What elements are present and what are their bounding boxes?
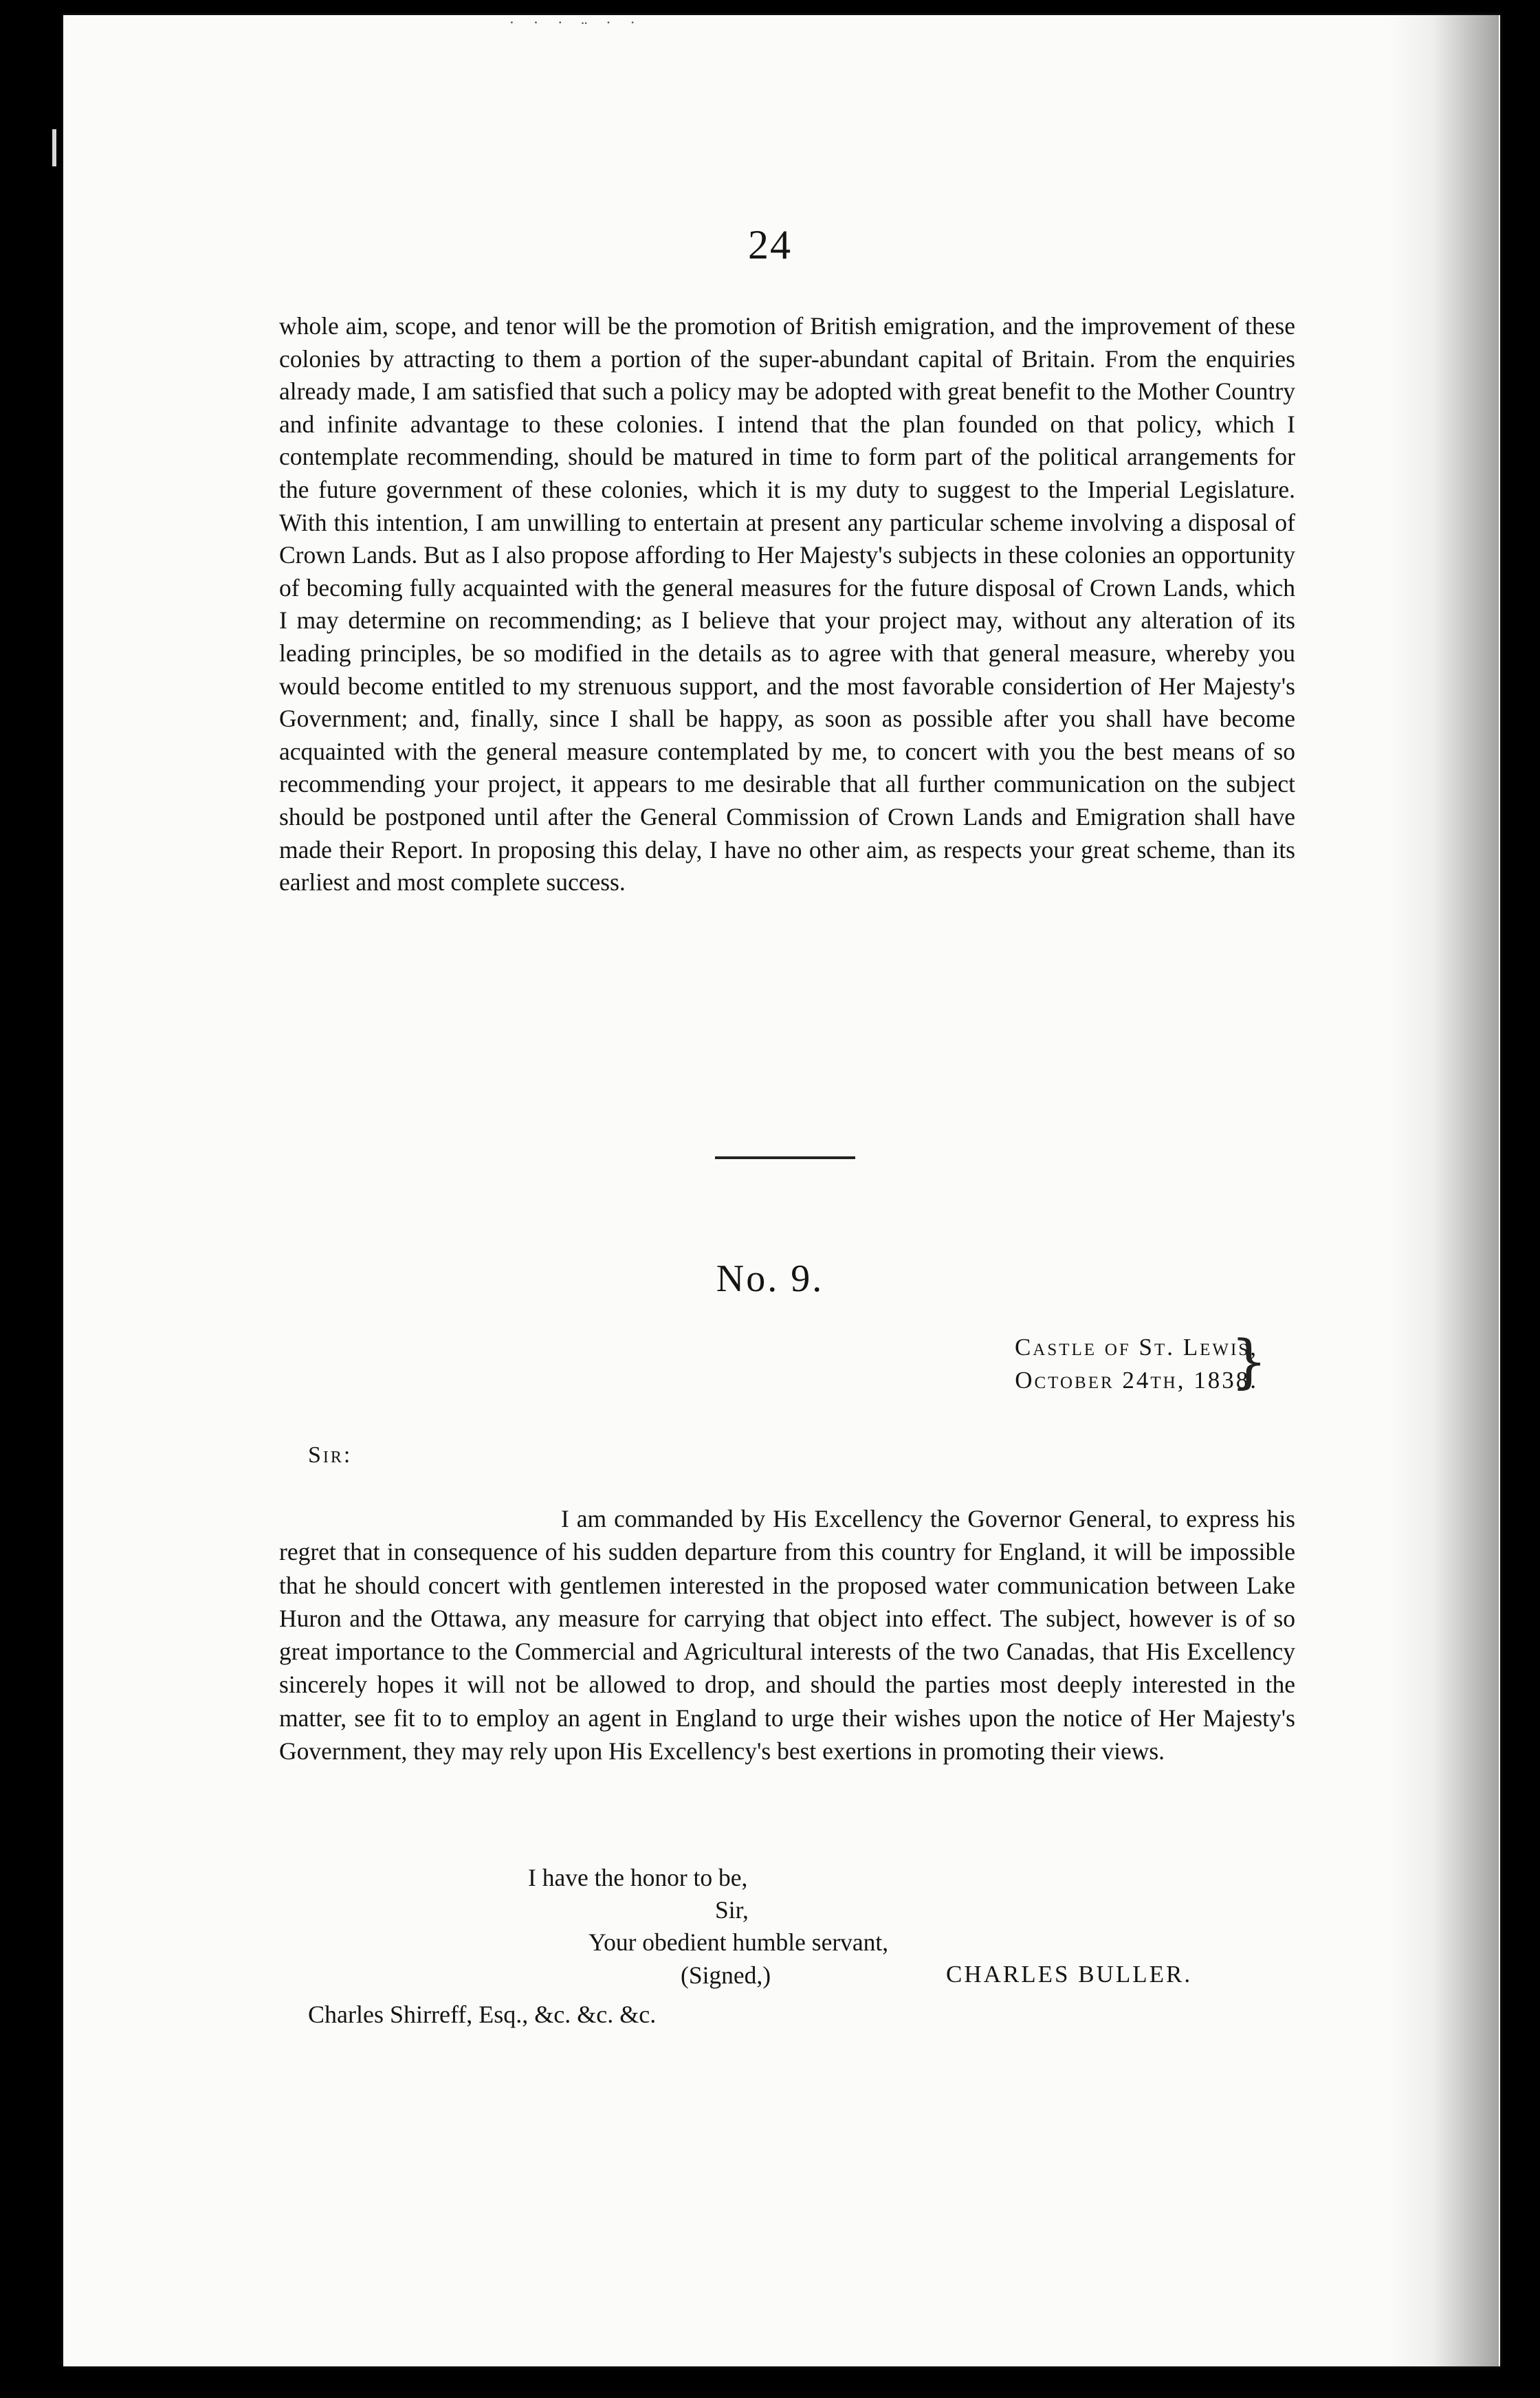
binding-mark [52, 129, 56, 166]
letter-number: No. 9. [716, 1257, 824, 1300]
page-number: 24 [748, 222, 792, 267]
top-edge-specks: ˙ ˙ ˙ ¨ ˙ ˙ [509, 18, 643, 38]
letter-salutation: Sir: [308, 1442, 353, 1468]
closing-line-1: I have the honor to be, [528, 1864, 748, 1891]
signer-name: CHARLES BULLER. [946, 1961, 1193, 1988]
closing-line-3: Your obedient humble servant, [588, 1928, 889, 1956]
closing-line-2: Sir, [715, 1896, 749, 1924]
dateline-place: Castle of St. Lewis, [1014, 1334, 1258, 1361]
signed-note: (Signed,) [681, 1961, 771, 1989]
section-divider [715, 1156, 855, 1159]
paragraph-body-1: whole aim, scope, and tenor will be the promotion of British emigration, and the improvement of these colonies by attracting to them a portion of the super-abundant capital of Britain. From the enquiries already made, I am satisfied that such a policy may be adopted with great benefit to the Mother Country and infinite advantage to these colonies. I intend that the plan founded on that policy, which I contemplate recommending, should be matured in time to form part of the political arrangements for the future government of these colonies, which it is my duty to suggest to the Imperial Legislature. With this intention, I am unwilling to entertain at present any particular scheme involving a disposal of Crown Lands. But as I also propose affording to Her Majesty's subjects in these colonies an opportunity of becoming fully acquainted with the general measures for the future disposal of Crown Lands, which I may determine on recommending; as I believe that your project may, without any alteration of its leading principles, be so modified in the details as to agree with that general measure, whereby you would become entitled to my strenuous support, and the most favorable considertion of Her Majesty's Government; and, finally, since I shall be happy, as soon as possible after you shall have become acquainted with the general measure contemplated by me, to concert with you the best means of so recommending your project, it appears to me desirable that all further communication on the subject should be postponed until after the General Commission of Crown Lands and Emigration shall have made their Report. In proposing this delay, I have no other aim, as respects your great scheme, than its earliest and most complete success. [279, 312, 1295, 896]
addressee: Charles Shirreff, Esq., &c. &c. &c. [308, 2001, 657, 2028]
letter-body: I am commanded by His Excellency the Governor General, to express his regret that in consequence of his sudden departure from this country for England, it will be impossible that he should concert with gentlemen interested in the proposed water communication between Lake Huron and the Ottawa, any measure for carrying that object into effect. The subject, however is of so great importance to the Commercial and Agricultural interests of the two Canadas, that His Excellency sincerely hopes it will not be allowed to drop, and should the parties most deeply interested in the matter, see fit to to employ an agent in England to urge their wishes upon the notice of Her Majesty's Government, they may rely upon His Excellency's best exertions in promoting their views. [279, 1505, 1295, 1766]
dateline-brace: } [1231, 1328, 1268, 1395]
dateline-date: October 24th, 1838. [1015, 1367, 1258, 1394]
